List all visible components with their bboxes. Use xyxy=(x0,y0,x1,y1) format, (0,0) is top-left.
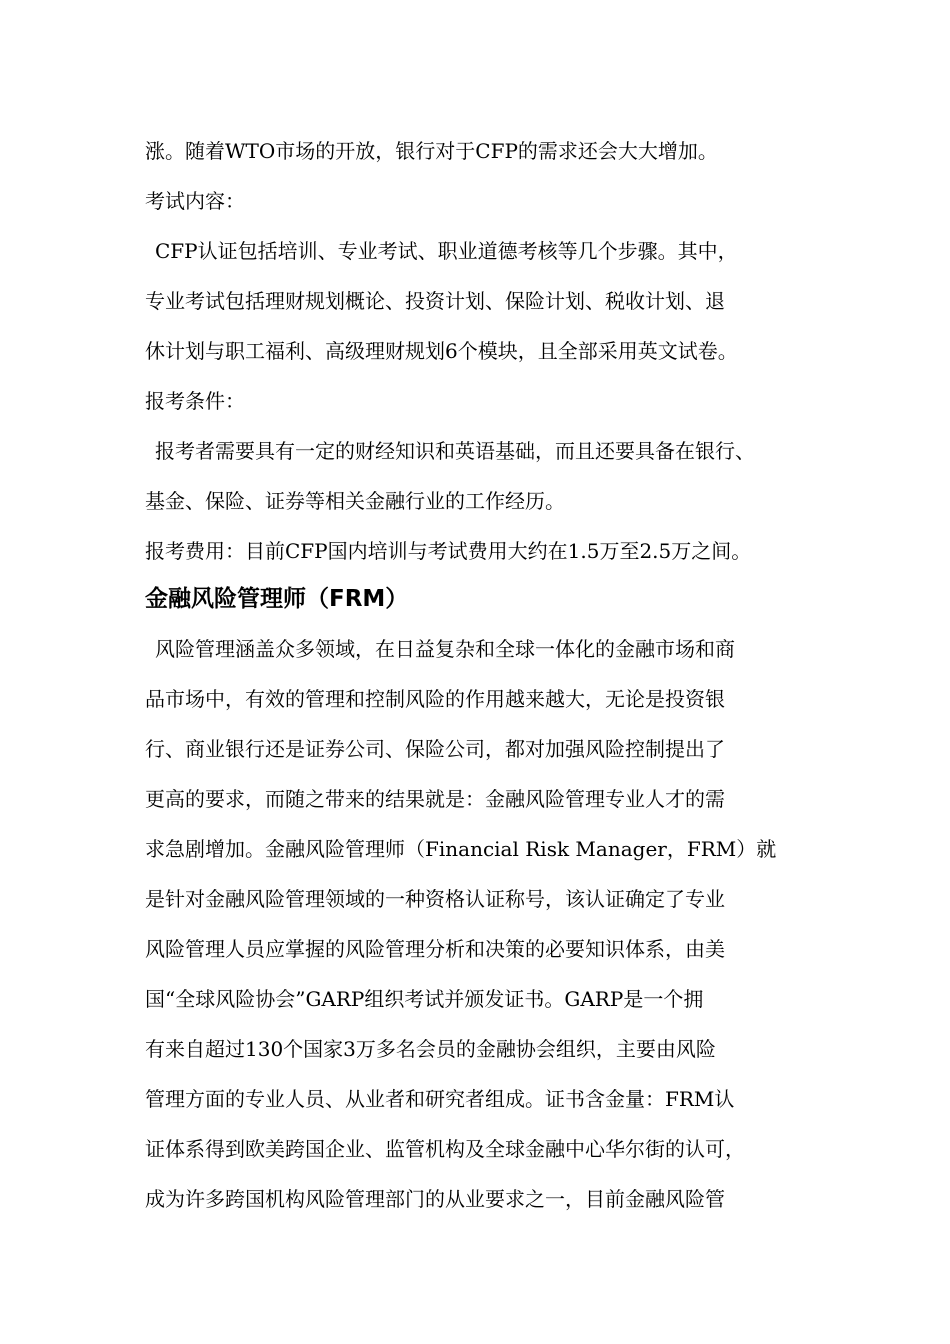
section-heading-frm: 金融风险管理师（FRM） xyxy=(145,586,409,612)
paragraph-line: 风险管理涵盖众多领域，在日益复杂和全球一体化的金融市场和商 xyxy=(155,637,735,661)
section-label-requirements: 报考条件： xyxy=(145,389,245,413)
paragraph-line: 证体系得到欧美跨国企业、监管机构及全球金融中心华尔街的认可， xyxy=(145,1137,745,1161)
paragraph-line: 更高的要求，而随之带来的结果就是：金融风险管理专业人才的需 xyxy=(145,787,725,811)
paragraph-line: 行、商业银行还是证券公司、保险公司，都对加强风险控制提出了 xyxy=(145,737,725,761)
paragraph-line: 成为许多跨国机构风险管理部门的从业要求之一，目前金融风险管 xyxy=(145,1187,725,1211)
paragraph-line: 涨。随着WTO市场的开放，银行对于CFP的需求还会大大增加。 xyxy=(145,139,718,163)
paragraph-line: 报考者需要具有一定的财经知识和英语基础，而且还要具备在银行、 xyxy=(155,439,755,463)
paragraph-line: 基金、保险、证券等相关金融行业的工作经历。 xyxy=(145,489,565,513)
paragraph-line: 是针对金融风险管理领域的一种资格认证称号，该认证确定了专业 xyxy=(145,887,725,911)
paragraph-line: CFP认证包括培训、专业考试、职业道德考核等几个步骤。其中， xyxy=(155,239,738,263)
paragraph-line-fees: 报考费用：目前CFP国内培训与考试费用大约在1.5万至2.5万之间。 xyxy=(145,539,752,563)
paragraph-line: 休计划与职工福利、高级理财规划6个模块，且全部采用英文试卷。 xyxy=(145,339,738,363)
paragraph-line: 品市场中，有效的管理和控制风险的作用越来越大，无论是投资银 xyxy=(145,687,725,711)
paragraph-line: 求急剧增加。金融风险管理师（Financial Risk Manager，FRM）就 xyxy=(145,837,777,861)
section-label-exam-content: 考试内容： xyxy=(145,189,245,213)
paragraph-line: 管理方面的专业人员、从业者和研究者组成。证书含金量：FRM认 xyxy=(145,1087,735,1111)
paragraph-line: 风险管理人员应掌握的风险管理分析和决策的必要知识体系，由美 xyxy=(145,937,725,961)
paragraph-line: 国“全球风险协会”GARP组织考试并颁发证书。GARP是一个拥 xyxy=(145,987,704,1011)
paragraph-line: 有来自超过130个国家3万多名会员的金融协会组织，主要由风险 xyxy=(145,1037,716,1061)
paragraph-line: 专业考试包括理财规划概论、投资计划、保险计划、税收计划、退 xyxy=(145,289,725,313)
